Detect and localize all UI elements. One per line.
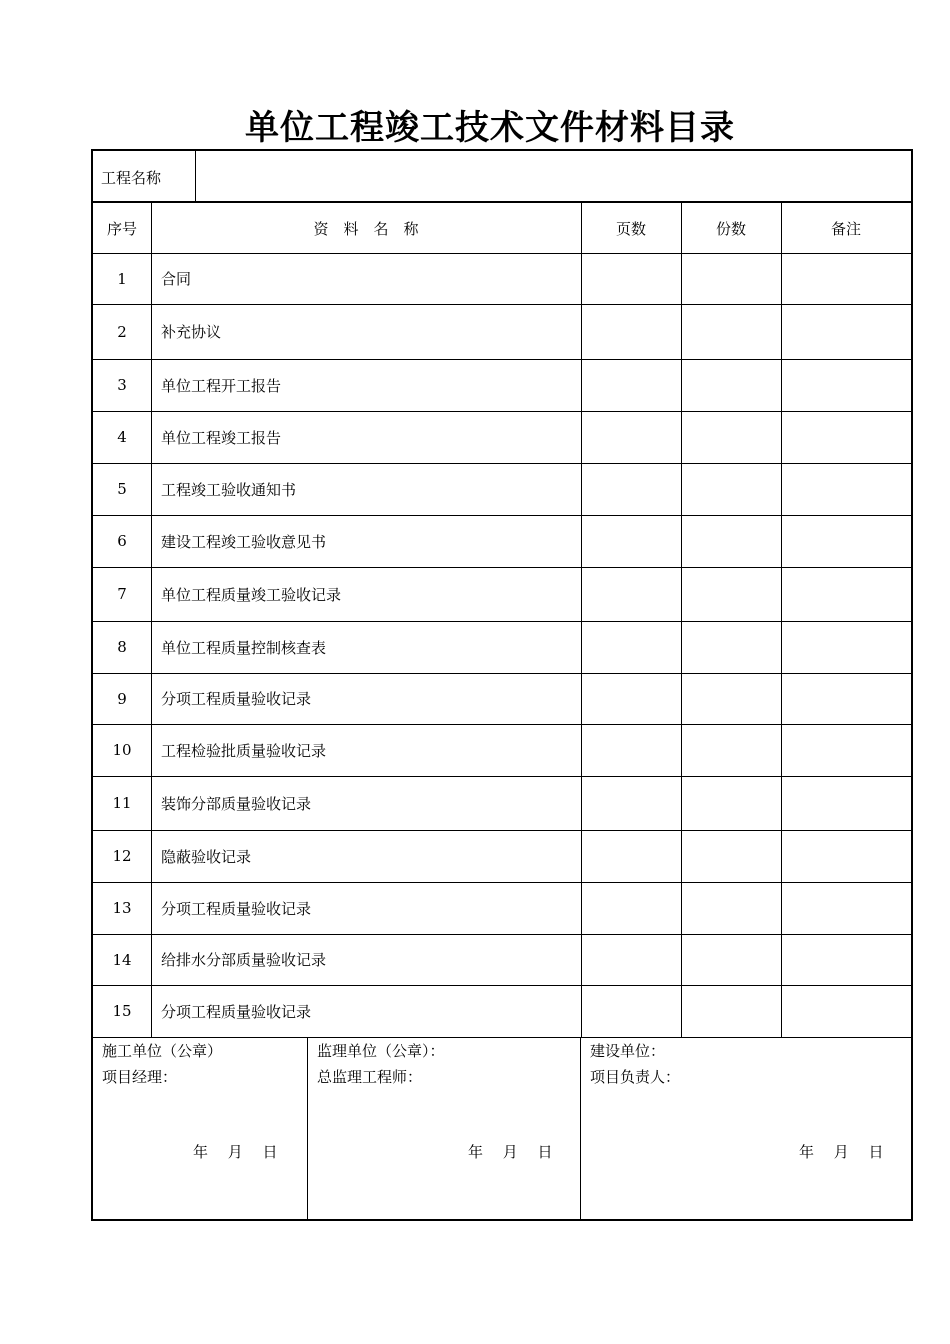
row-pages[interactable] [581, 673, 681, 724]
row-remarks[interactable] [781, 776, 911, 830]
row-seq: 5 [117, 480, 127, 498]
row-name: 工程竣工验收通知书 [161, 480, 297, 499]
row-name: 分项工程质量验收记录 [161, 899, 312, 918]
project-name-value[interactable] [196, 152, 910, 202]
row-name: 分项工程质量验收记录 [161, 1002, 312, 1021]
row-pages[interactable] [581, 621, 681, 673]
row-remarks[interactable] [781, 882, 911, 934]
sig-owner-date: 年 月 日 [799, 1143, 884, 1161]
row-copies[interactable] [681, 673, 781, 724]
header-seq: 序号 [106, 219, 137, 238]
row-name: 工程检验批质量验收记录 [161, 741, 327, 760]
row-remarks[interactable] [781, 411, 911, 463]
row-copies[interactable] [681, 567, 781, 621]
row-name: 单位工程开工报告 [161, 376, 282, 395]
row-seq: 1 [117, 269, 127, 288]
row-copies[interactable] [681, 934, 781, 985]
row-copies[interactable] [681, 985, 781, 1037]
row-name: 单位工程质量竣工验收记录 [161, 585, 342, 604]
row-pages[interactable] [581, 724, 681, 776]
row-pages[interactable] [581, 304, 681, 359]
row-seq: 10 [112, 741, 132, 759]
header-copies: 份数 [715, 219, 746, 238]
row-name: 分项工程质量验收记录 [161, 690, 312, 708]
row-pages[interactable] [581, 567, 681, 621]
sig-construction-date: 年 月 日 [193, 1143, 278, 1161]
row-seq: 9 [117, 689, 127, 708]
row-seq: 14 [112, 950, 132, 969]
project-name-label: 工程名称 [101, 168, 162, 187]
sig-owner-lead: 项目负责人： [590, 1068, 681, 1086]
header-name: 资 料 名 称 [313, 219, 419, 238]
row-seq: 6 [117, 532, 127, 550]
row-seq: 11 [112, 794, 132, 812]
row-seq: 8 [117, 638, 127, 656]
header-pages: 页数 [615, 219, 646, 238]
row-name: 单位工程竣工报告 [161, 428, 282, 447]
row-copies[interactable] [681, 515, 781, 567]
sig-supervision-engineer: 总监理工程师： [317, 1068, 423, 1086]
sig-supervision-unit: 监理单位（公章）： [317, 1042, 445, 1060]
row-copies[interactable] [681, 621, 781, 673]
row-copies[interactable] [681, 253, 781, 304]
row-seq: 3 [117, 376, 127, 394]
sig-supervision [317, 1038, 445, 1090]
row-name: 隐蔽验收记录 [161, 847, 252, 866]
sig-construction-unit: 施工单位（公章） [102, 1042, 223, 1060]
row-name: 装饰分部质量验收记录 [161, 794, 312, 813]
row-remarks[interactable] [781, 673, 911, 724]
header-remarks: 备注 [830, 219, 861, 238]
row-seq: 2 [117, 322, 127, 341]
row-remarks[interactable] [781, 515, 911, 567]
row-pages[interactable] [581, 934, 681, 985]
row-copies[interactable] [681, 463, 781, 515]
row-pages[interactable] [581, 830, 681, 882]
row-seq: 15 [112, 1002, 132, 1020]
row-pages[interactable] [581, 253, 681, 304]
row-copies[interactable] [681, 304, 781, 359]
row-copies[interactable] [681, 724, 781, 776]
row-remarks[interactable] [781, 567, 911, 621]
row-remarks[interactable] [781, 463, 911, 515]
table-rule [307, 1037, 308, 1220]
row-name: 合同 [161, 270, 192, 288]
row-remarks[interactable] [781, 253, 911, 304]
row-pages[interactable] [581, 985, 681, 1037]
row-remarks[interactable] [781, 359, 911, 411]
row-pages[interactable] [581, 882, 681, 934]
table-rule [580, 1037, 581, 1220]
row-copies[interactable] [681, 359, 781, 411]
row-seq: 13 [112, 899, 132, 917]
sig-owner-unit: 建设单位： [590, 1042, 666, 1060]
row-name: 建设工程竣工验收意见书 [161, 532, 327, 551]
row-seq: 12 [112, 847, 132, 865]
row-copies[interactable] [681, 411, 781, 463]
row-name: 单位工程质量控制核查表 [161, 638, 327, 657]
row-name: 补充协议 [161, 323, 222, 341]
row-remarks[interactable] [781, 934, 911, 985]
row-pages[interactable] [581, 411, 681, 463]
row-name: 给排水分部质量验收记录 [161, 951, 327, 969]
sig-construction-manager: 项目经理： [102, 1068, 178, 1086]
row-remarks[interactable] [781, 304, 911, 359]
sig-supervision-date: 年 月 日 [468, 1143, 553, 1161]
row-pages[interactable] [581, 515, 681, 567]
row-remarks[interactable] [781, 830, 911, 882]
row-seq: 4 [117, 428, 127, 446]
sig-owner [590, 1038, 680, 1090]
sig-construction [102, 1038, 222, 1090]
row-seq: 7 [117, 585, 127, 603]
row-remarks[interactable] [781, 621, 911, 673]
row-pages[interactable] [581, 359, 681, 411]
row-pages[interactable] [581, 776, 681, 830]
row-remarks[interactable] [781, 985, 911, 1037]
row-remarks[interactable] [781, 724, 911, 776]
page-title: 单位工程竣工技术文件材料目录 [245, 108, 735, 148]
row-copies[interactable] [681, 776, 781, 830]
row-pages[interactable] [581, 463, 681, 515]
row-copies[interactable] [681, 882, 781, 934]
row-copies[interactable] [681, 830, 781, 882]
